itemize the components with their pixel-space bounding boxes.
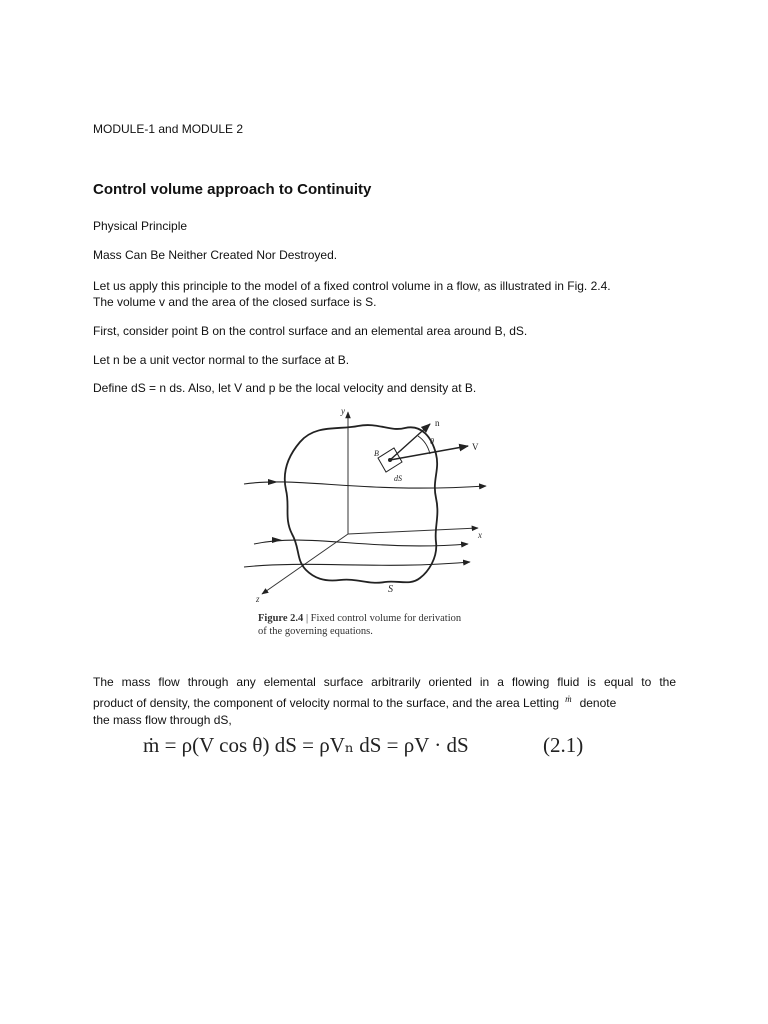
point-b-label: B: [374, 449, 379, 458]
section-title: Control volume approach to Continuity: [93, 181, 372, 198]
velocity-label-v: V: [472, 442, 479, 452]
streamline-1: [244, 482, 486, 488]
mass-flow-line-2: [93, 691, 676, 712]
ds-label: dS: [394, 474, 402, 483]
z-axis-label: z: [256, 594, 260, 604]
figure-caption-line-1: | Fixed control volume for derivation: [303, 613, 462, 624]
mdot-symbol: ṁ: [565, 694, 572, 704]
physical-principle-label: Physical Principle: [93, 219, 188, 233]
figure-caption: [258, 612, 461, 638]
apply-principle-line-1: Let us apply this principle to the model of a fixed control volume in a flow, as illustrated in Fig. 2.4.: [93, 279, 611, 293]
theta-label: θ: [430, 437, 434, 446]
equation-number: (2.1): [543, 733, 584, 757]
streamline-arrow-left-2: [272, 537, 282, 543]
mass-flow-line-2-end: denote: [579, 696, 617, 710]
apply-principle-line-2: The volume v and the area of the closed surface is S.: [93, 295, 377, 309]
streamline-3: [244, 562, 470, 567]
streamline-arrow-left-1: [268, 479, 278, 485]
normal-label-n: n: [435, 418, 440, 428]
module-header: MODULE-1 and MODULE 2: [93, 122, 244, 136]
mass-flow-line-1: The mass flow through any elemental surface arbitrarily oriented in a flowing fluid is equal to the: [93, 675, 676, 689]
y-axis-label: y: [341, 406, 345, 416]
unit-vector-paragraph: Let n be a unit vector normal to the surface at B.: [93, 353, 350, 367]
define-paragraph: Define dS = n ds. Also, let V and p be the local velocity and density at B.: [93, 381, 477, 395]
principle-statement: Mass Can Be Neither Created Nor Destroyed.: [93, 248, 338, 262]
theta-arc: [418, 436, 430, 454]
figure-caption-line-2: of the governing equations.: [258, 626, 373, 637]
mass-flow-line-2-start: product of density, the component of velocity normal to the surface, and the area Letting: [93, 696, 560, 710]
x-axis-label: x: [478, 530, 482, 540]
equation-2-1: ṁ = ρ(V cos θ) dS = ρVₙ dS = ρV · dS: [143, 733, 469, 757]
surface-label-s: S: [388, 584, 393, 595]
point-b-paragraph: First, consider point B on the control surface and an elemental area around B, dS.: [93, 324, 528, 338]
velocity-vector-v: [390, 446, 468, 460]
x-axis: [348, 528, 478, 534]
mass-flow-line-3: the mass flow through dS,: [93, 713, 232, 727]
mass-flow-paragraph: [93, 674, 676, 729]
figure-caption-number: Figure 2.4: [258, 613, 304, 624]
control-volume-figure: [240, 402, 500, 642]
control-volume-boundary: [285, 425, 438, 583]
